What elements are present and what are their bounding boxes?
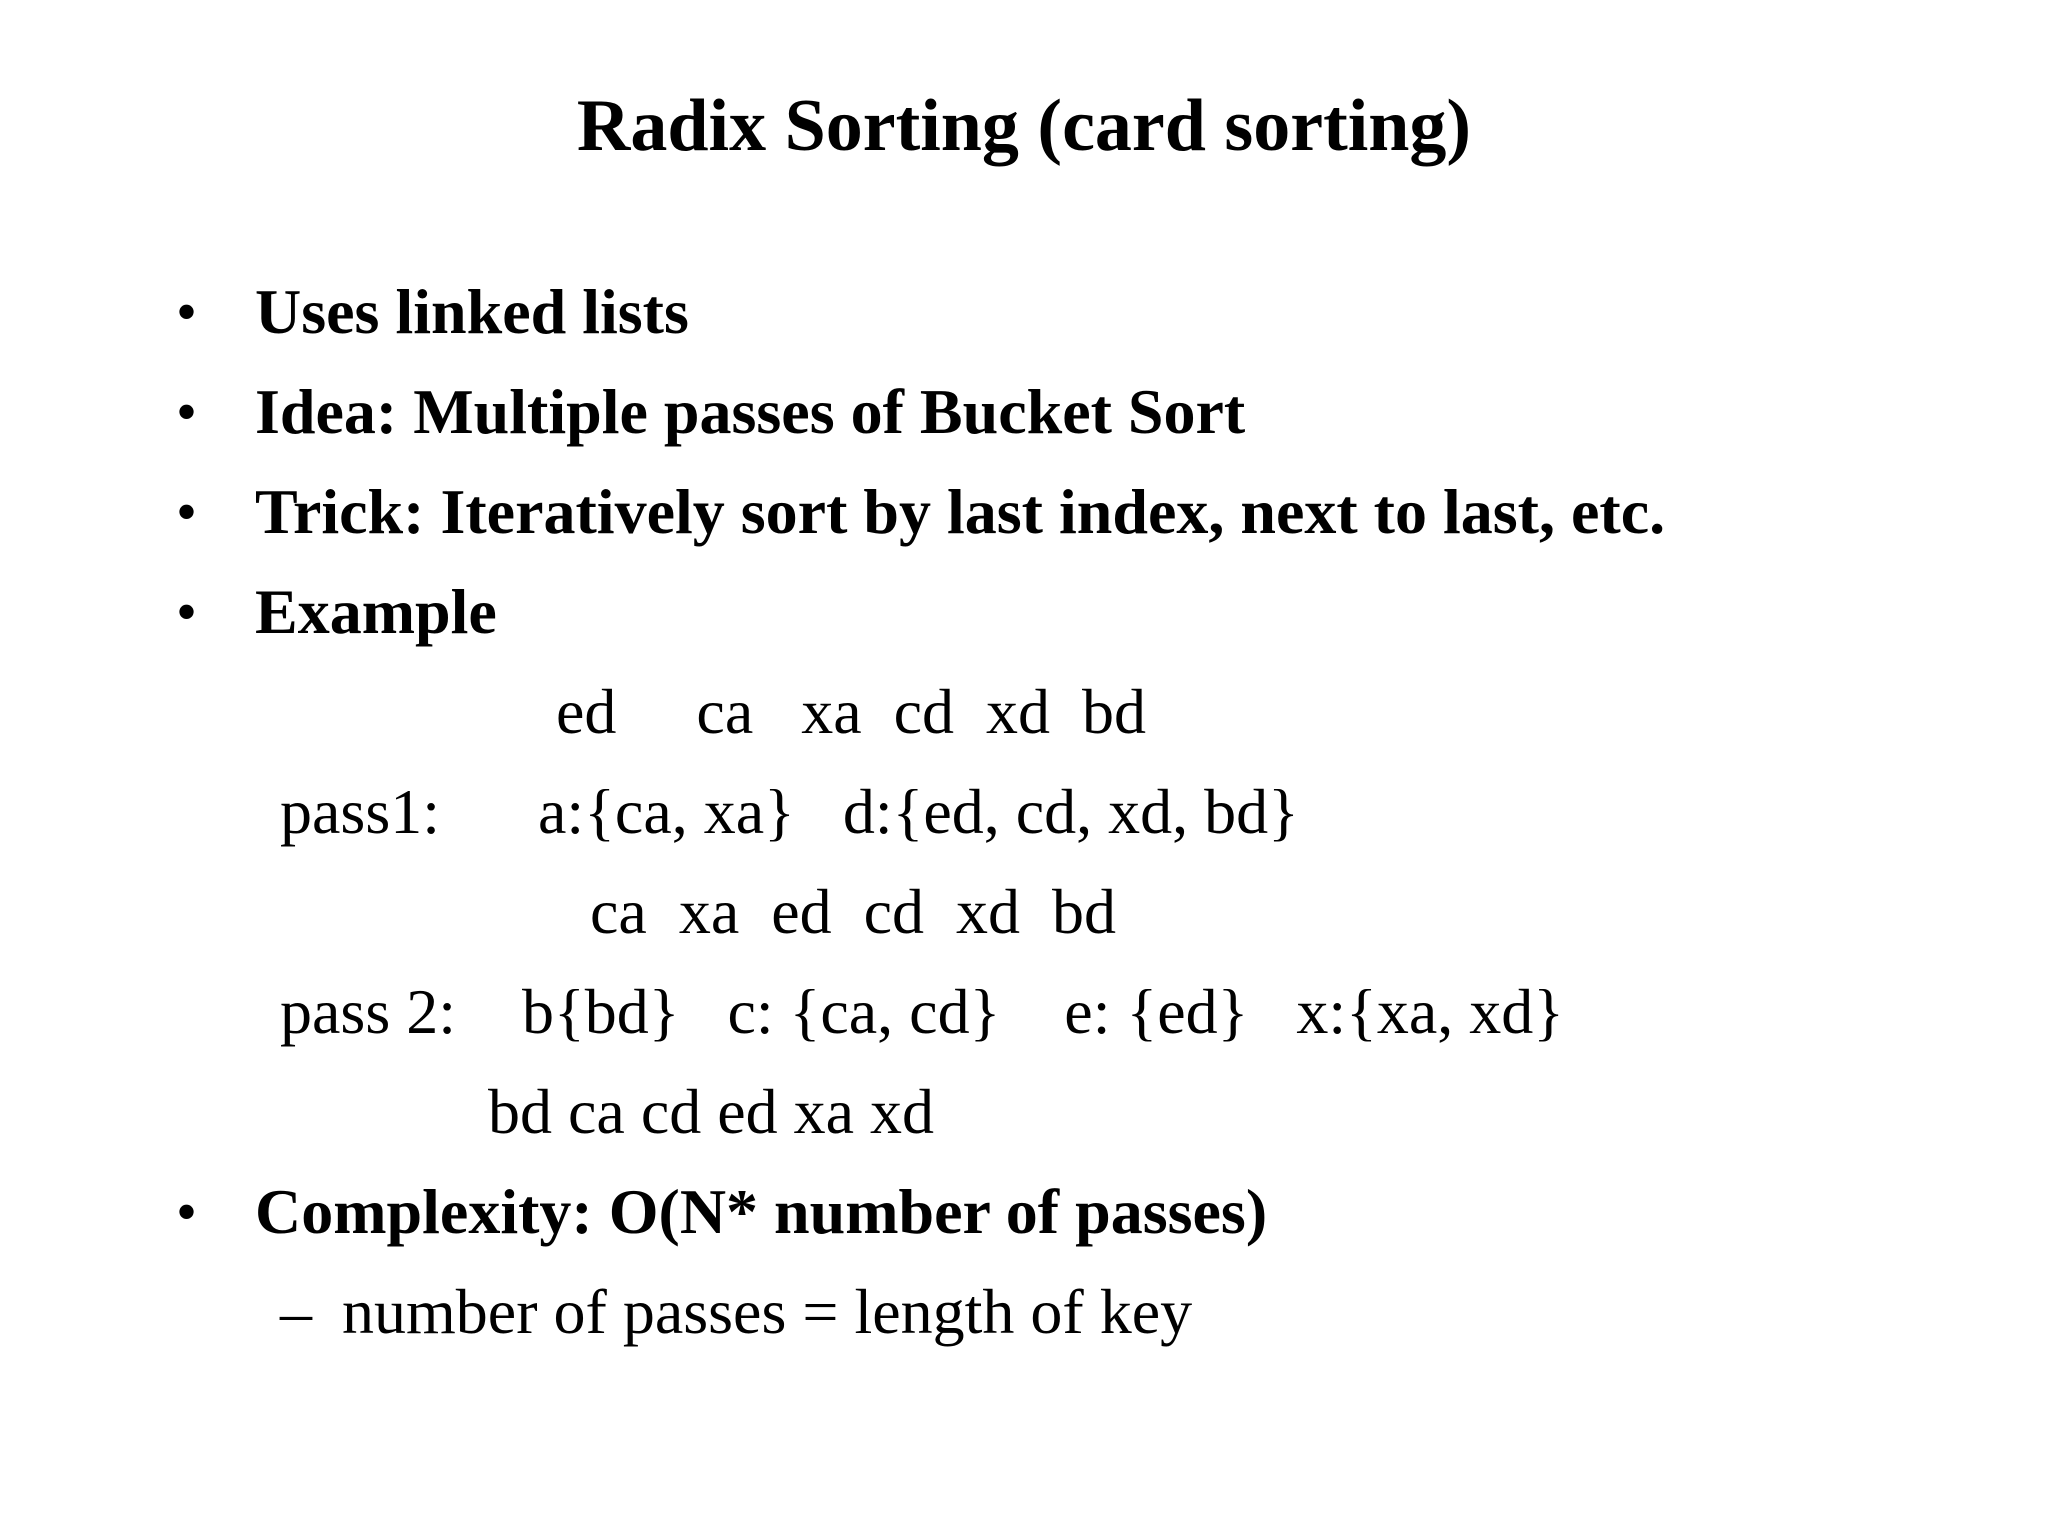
pass1-label: pass1: — [280, 776, 440, 847]
slide-title: Radix Sorting (card sorting) — [576, 85, 1472, 167]
bullet-dot: • — [176, 579, 198, 645]
pass2-buckets: b{bd} c: {ca, cd} e: {ed} x:{xa, xd} — [522, 976, 1564, 1047]
pass1-buckets: a:{ca, xa} d:{ed, cd, xd, bd} — [538, 776, 1299, 847]
bullet-text: Trick: Iteratively sort by last index, next to last, etc. — [255, 476, 1666, 547]
sub-bullet-text: number of passes = length of key — [342, 1276, 1193, 1347]
complexity-text: Complexity: O(N* number of passes) — [255, 1176, 1268, 1247]
bullet-text: Idea: Multiple passes of Bucket Sort — [255, 376, 1246, 447]
example-input: ed ca xa cd xd bd — [556, 676, 1147, 747]
bullet-dot: • — [176, 479, 198, 545]
sub-bullet-dash: – — [280, 1276, 312, 1347]
pass1-result: ca xa ed cd xd bd — [590, 876, 1117, 947]
pass2-label: pass 2: — [280, 976, 456, 1047]
bullet-dot: • — [176, 1179, 198, 1245]
bullet-text: Example — [255, 576, 497, 647]
bullet-text: Uses linked lists — [255, 276, 689, 347]
pass2-result: bd ca cd ed xa xd — [488, 1076, 935, 1147]
bullet-dot: • — [176, 379, 198, 445]
bullet-dot: • — [176, 279, 198, 345]
